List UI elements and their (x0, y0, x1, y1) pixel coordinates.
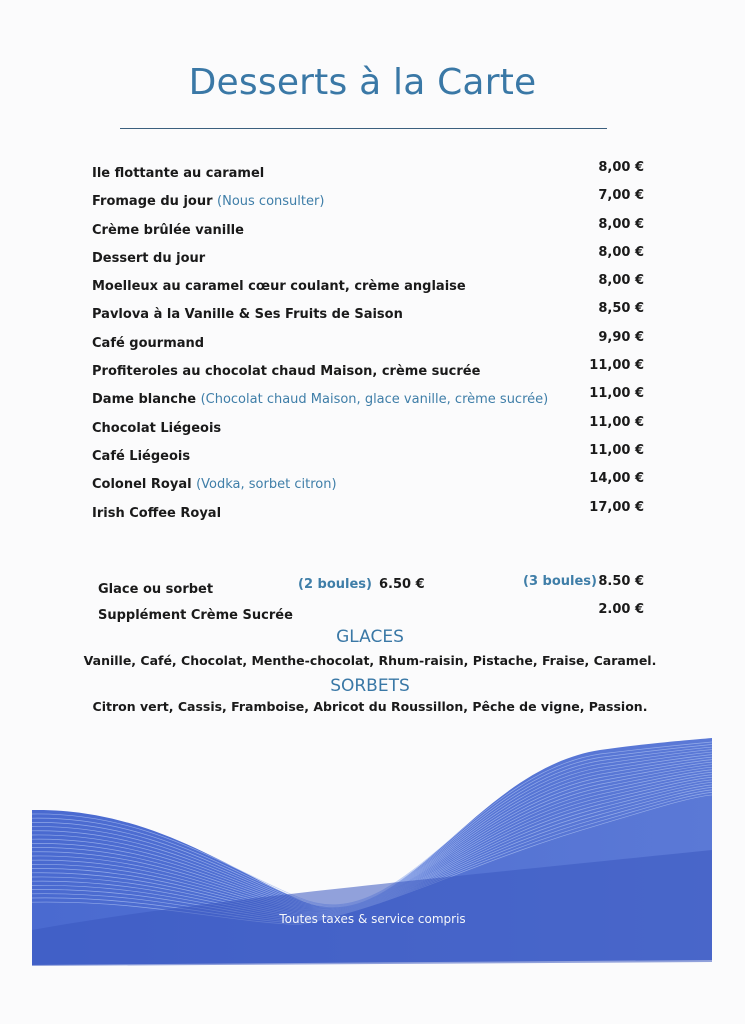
item-name: Dessert du jour (92, 250, 206, 266)
glaces-list: Vanille, Café, Chocolat, Menthe-chocolat, Rhum-raisin, Pistache, Fraise, Caramel. (83, 653, 657, 668)
menu-item (92, 469, 644, 497)
menu-item-name (92, 223, 244, 238)
two-scoops-price: 6.50 € (379, 577, 425, 592)
supplement-price: 2.00 € (598, 602, 644, 617)
menu-item-name (92, 506, 221, 521)
sorbets-heading: SORBETS (330, 676, 410, 696)
item-name: Irish Coffee Royal (92, 505, 222, 521)
menu-item (92, 186, 644, 214)
menu-item-price: 9,90 € (598, 329, 644, 345)
page-title: Desserts à la Carte (188, 62, 537, 103)
item-note: (Vodka, sorbet citron) (196, 477, 337, 493)
menu-item-name (92, 336, 204, 351)
menu-item (92, 243, 644, 271)
menu-item (92, 441, 644, 469)
item-name: Colonel Royal (92, 477, 192, 493)
menu-item-price: 8,00 € (598, 160, 644, 175)
item-note: (Chocolat chaud Maison, glace vanille, crème sucrée) (200, 392, 549, 408)
menu-item-price: 8,00 € (598, 216, 644, 232)
item-name: Fromage du jour (92, 194, 213, 210)
menu-item-price: 8,00 € (598, 244, 644, 260)
wave-decoration (0, 730, 745, 980)
menu-item (92, 271, 644, 299)
ice-label: Glace ou sorbet (98, 582, 214, 597)
menu-item-price: 11,00 € (589, 386, 644, 402)
item-name: Ile flottante au caramel (92, 166, 265, 181)
menu-item (92, 299, 644, 327)
menu-item (92, 413, 644, 441)
item-name: Moelleux au caramel cœur coulant, crème anglaise (92, 279, 466, 295)
menu-item (92, 158, 644, 186)
item-name: Pavlova à la Vanille & Ses Fruits de Saison (92, 307, 403, 323)
menu-item-price: 8,00 € (598, 273, 644, 289)
menu-item-name (92, 364, 480, 379)
sorbets-list: Citron vert, Cassis, Framboise, Abricot du Roussillon, Pêche de vigne, Passion. (92, 699, 648, 714)
menu-item-name (92, 477, 337, 492)
menu-item-price: 17,00 € (589, 499, 644, 515)
three-scoops-label: (3 boules) (523, 574, 597, 589)
two-scoops-label: (2 boules) (298, 577, 372, 592)
menu-item-name (92, 251, 205, 266)
item-name: Café Liégeois (92, 448, 191, 464)
item-name: Crème brûlée vanille (92, 222, 244, 238)
menu-item-name (92, 421, 221, 436)
menu-item (92, 215, 644, 243)
menu-item-price: 7,00 € (598, 188, 644, 204)
dessert-list (92, 158, 644, 526)
menu-item-name (92, 392, 548, 407)
menu-item-price: 8,50 € (598, 301, 644, 317)
footer-note: Toutes taxes & service compris (279, 912, 466, 926)
menu-item-price: 14,00 € (589, 471, 644, 487)
menu-item (92, 498, 644, 526)
menu-item-price: 11,00 € (589, 358, 644, 374)
item-note: (Nous consulter) (217, 194, 325, 210)
item-name: Chocolat Liégeois (92, 420, 222, 436)
glaces-heading: GLACES (336, 627, 404, 647)
menu-item-name (92, 166, 264, 181)
menu-item-name (92, 194, 324, 209)
menu-item (92, 356, 644, 384)
menu-item-name (92, 279, 466, 294)
menu-item-price: 11,00 € (589, 442, 644, 458)
item-name: Profiteroles au chocolat chaud Maison, crème sucrée (92, 364, 481, 380)
three-scoops-price: 8.50 € (598, 574, 644, 589)
menu-item (92, 328, 644, 356)
menu-item-name (92, 307, 403, 322)
menu-item-name (92, 449, 190, 464)
supplement-label: Supplément Crème Sucrée (98, 608, 293, 623)
item-name: Dame blanche (92, 392, 197, 408)
menu-item-price: 11,00 € (589, 414, 644, 430)
supplement-row (98, 604, 644, 624)
menu-item (92, 384, 644, 412)
item-name: Café gourmand (92, 335, 205, 351)
ice-cream-row (98, 574, 644, 598)
title-divider (120, 128, 607, 129)
